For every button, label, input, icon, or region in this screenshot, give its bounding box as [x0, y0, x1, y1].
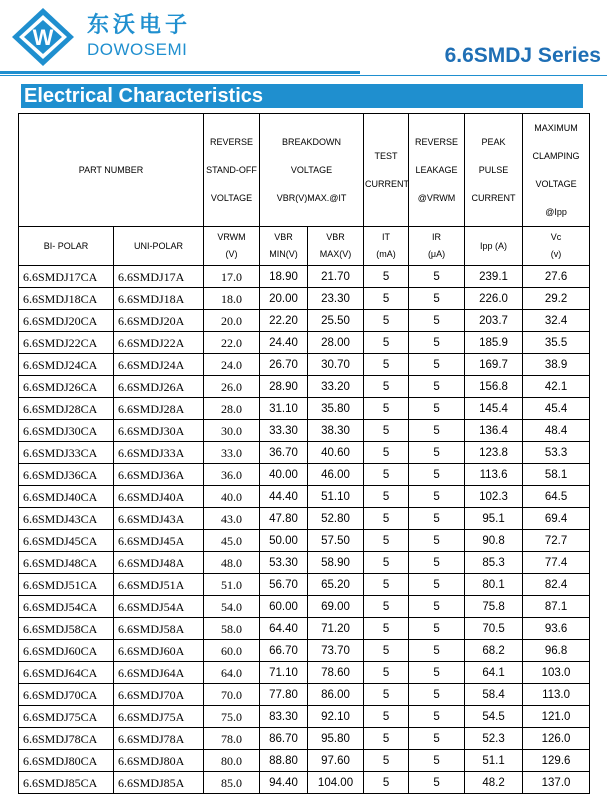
ipp-value: 169.7	[465, 354, 523, 376]
vbr-max-value: 46.00	[308, 464, 364, 486]
it-value: 5	[364, 596, 409, 618]
vc-value: 121.0	[523, 706, 590, 728]
table-row	[19, 530, 590, 552]
vbr-max-value: 52.80	[308, 508, 364, 530]
ir-value: 5	[409, 486, 465, 508]
header-peak-pulse-current: PEAK PULSE CURRENT	[465, 114, 523, 227]
bi-polar-part: 6.6SMDJ48CA	[19, 552, 114, 574]
uni-polar-part: 6.6SMDJ33A	[114, 442, 204, 464]
it-value: 5	[364, 354, 409, 376]
vbr-max-value: 69.00	[308, 596, 364, 618]
bi-polar-part: 6.6SMDJ60CA	[19, 640, 114, 662]
ir-value: 5	[409, 684, 465, 706]
table-row	[19, 706, 590, 728]
it-value: 5	[364, 442, 409, 464]
ipp-value: 54.5	[465, 706, 523, 728]
vrwm-value: 28.0	[204, 398, 260, 420]
it-value: 5	[364, 706, 409, 728]
uni-polar-part: 6.6SMDJ48A	[114, 552, 204, 574]
bi-polar-part: 6.6SMDJ75CA	[19, 706, 114, 728]
bi-polar-part: 6.6SMDJ78CA	[19, 728, 114, 750]
vrwm-value: 64.0	[204, 662, 260, 684]
section-title: Electrical Characteristics	[21, 84, 583, 108]
table-row	[19, 420, 590, 442]
bi-polar-part: 6.6SMDJ43CA	[19, 508, 114, 530]
vbr-min-value: 83.30	[260, 706, 308, 728]
vc-value: 64.5	[523, 486, 590, 508]
vbr-min-value: 36.70	[260, 442, 308, 464]
uni-polar-part: 6.6SMDJ78A	[114, 728, 204, 750]
header-divider-thin	[0, 75, 607, 76]
vbr-max-value: 28.00	[308, 332, 364, 354]
table-row	[19, 684, 590, 706]
vc-value: 29.2	[523, 288, 590, 310]
ipp-value: 185.9	[465, 332, 523, 354]
it-value: 5	[364, 266, 409, 288]
vrwm-value: 60.0	[204, 640, 260, 662]
vc-value: 35.5	[523, 332, 590, 354]
ipp-value: 85.3	[465, 552, 523, 574]
it-value: 5	[364, 662, 409, 684]
table-row	[19, 662, 590, 684]
uni-polar-part: 6.6SMDJ28A	[114, 398, 204, 420]
header-test-current: TEST CURRENT	[364, 114, 409, 227]
ipp-value: 90.8	[465, 530, 523, 552]
bi-polar-part: 6.6SMDJ26CA	[19, 376, 114, 398]
vc-value: 103.0	[523, 662, 590, 684]
ipp-value: 58.4	[465, 684, 523, 706]
bi-polar-part: 6.6SMDJ58CA	[19, 618, 114, 640]
ir-value: 5	[409, 266, 465, 288]
bi-polar-part: 6.6SMDJ30CA	[19, 420, 114, 442]
vbr-max-value: 78.60	[308, 662, 364, 684]
table-row	[19, 288, 590, 310]
vrwm-value: 58.0	[204, 618, 260, 640]
header-reverse-standoff: REVERSE STAND-OFF VOLTAGE	[204, 114, 260, 227]
ir-value: 5	[409, 530, 465, 552]
vbr-min-value: 56.70	[260, 574, 308, 596]
it-value: 5	[364, 552, 409, 574]
it-value: 5	[364, 530, 409, 552]
it-value: 5	[364, 772, 409, 794]
vbr-min-value: 60.00	[260, 596, 308, 618]
ipp-value: 95.1	[465, 508, 523, 530]
ipp-value: 51.1	[465, 750, 523, 772]
vbr-min-value: 94.40	[260, 772, 308, 794]
vbr-min-value: 64.40	[260, 618, 308, 640]
vbr-max-value: 65.20	[308, 574, 364, 596]
vrwm-value: 43.0	[204, 508, 260, 530]
vrwm-value: 18.0	[204, 288, 260, 310]
ir-value: 5	[409, 728, 465, 750]
table-row	[19, 310, 590, 332]
it-value: 5	[364, 486, 409, 508]
vc-value: 87.1	[523, 596, 590, 618]
vrwm-value: 17.0	[204, 266, 260, 288]
header-uni-polar: UNI-POLAR	[114, 227, 204, 266]
table-row	[19, 750, 590, 772]
series-title: 6.6SMDJ Series	[444, 44, 601, 67]
uni-polar-part: 6.6SMDJ45A	[114, 530, 204, 552]
table-row	[19, 508, 590, 530]
it-value: 5	[364, 728, 409, 750]
ir-value: 5	[409, 464, 465, 486]
table-row	[19, 332, 590, 354]
ipp-value: 48.2	[465, 772, 523, 794]
vrwm-value: 80.0	[204, 750, 260, 772]
it-value: 5	[364, 420, 409, 442]
uni-polar-part: 6.6SMDJ18A	[114, 288, 204, 310]
bi-polar-part: 6.6SMDJ45CA	[19, 530, 114, 552]
vc-value: 126.0	[523, 728, 590, 750]
uni-polar-part: 6.6SMDJ54A	[114, 596, 204, 618]
uni-polar-part: 6.6SMDJ80A	[114, 750, 204, 772]
bi-polar-part: 6.6SMDJ20CA	[19, 310, 114, 332]
vbr-max-value: 73.70	[308, 640, 364, 662]
table-row	[19, 442, 590, 464]
vbr-max-value: 58.90	[308, 552, 364, 574]
vbr-min-value: 53.30	[260, 552, 308, 574]
ir-value: 5	[409, 398, 465, 420]
ipp-value: 52.3	[465, 728, 523, 750]
uni-polar-part: 6.6SMDJ60A	[114, 640, 204, 662]
vbr-min-value: 77.80	[260, 684, 308, 706]
vc-value: 93.6	[523, 618, 590, 640]
table-row	[19, 398, 590, 420]
it-value: 5	[364, 332, 409, 354]
vbr-max-value: 51.10	[308, 486, 364, 508]
bi-polar-part: 6.6SMDJ24CA	[19, 354, 114, 376]
vbr-min-value: 47.80	[260, 508, 308, 530]
vc-value: 42.1	[523, 376, 590, 398]
ipp-value: 123.8	[465, 442, 523, 464]
vc-value: 53.3	[523, 442, 590, 464]
ir-value: 5	[409, 420, 465, 442]
header-vrwm: VRWM (V)	[204, 227, 260, 266]
bi-polar-part: 6.6SMDJ18CA	[19, 288, 114, 310]
ir-value: 5	[409, 574, 465, 596]
it-value: 5	[364, 310, 409, 332]
ir-value: 5	[409, 442, 465, 464]
electrical-characteristics-table	[18, 113, 590, 794]
table-row	[19, 486, 590, 508]
ir-value: 5	[409, 332, 465, 354]
header-vc: Vc (v)	[523, 227, 590, 266]
vbr-max-value: 35.80	[308, 398, 364, 420]
vbr-max-value: 33.20	[308, 376, 364, 398]
vbr-max-value: 38.30	[308, 420, 364, 442]
vrwm-value: 24.0	[204, 354, 260, 376]
vc-value: 129.6	[523, 750, 590, 772]
ipp-value: 75.8	[465, 596, 523, 618]
vbr-max-value: 86.00	[308, 684, 364, 706]
vrwm-value: 48.0	[204, 552, 260, 574]
uni-polar-part: 6.6SMDJ75A	[114, 706, 204, 728]
vc-value: 45.4	[523, 398, 590, 420]
header-reverse-leakage: REVERSE LEAKAGE @VRWM	[409, 114, 465, 227]
ipp-value: 70.5	[465, 618, 523, 640]
table-row	[19, 618, 590, 640]
vbr-max-value: 97.60	[308, 750, 364, 772]
vc-value: 77.4	[523, 552, 590, 574]
header-vbr-min: VBR MIN(V)	[260, 227, 308, 266]
ir-value: 5	[409, 618, 465, 640]
vrwm-value: 75.0	[204, 706, 260, 728]
ir-value: 5	[409, 354, 465, 376]
table-row	[19, 552, 590, 574]
bi-polar-part: 6.6SMDJ80CA	[19, 750, 114, 772]
header-part-number: PART NUMBER	[19, 114, 204, 227]
uni-polar-part: 6.6SMDJ36A	[114, 464, 204, 486]
vbr-min-value: 50.00	[260, 530, 308, 552]
uni-polar-part: 6.6SMDJ85A	[114, 772, 204, 794]
vbr-min-value: 66.70	[260, 640, 308, 662]
table-row	[19, 464, 590, 486]
bi-polar-part: 6.6SMDJ28CA	[19, 398, 114, 420]
vbr-max-value: 21.70	[308, 266, 364, 288]
vbr-min-value: 26.70	[260, 354, 308, 376]
ipp-value: 80.1	[465, 574, 523, 596]
table-row	[19, 728, 590, 750]
it-value: 5	[364, 684, 409, 706]
vbr-min-value: 31.10	[260, 398, 308, 420]
vbr-min-value: 24.40	[260, 332, 308, 354]
bi-polar-part: 6.6SMDJ22CA	[19, 332, 114, 354]
vbr-max-value: 40.60	[308, 442, 364, 464]
ir-value: 5	[409, 508, 465, 530]
vc-value: 38.9	[523, 354, 590, 376]
vbr-min-value: 20.00	[260, 288, 308, 310]
it-value: 5	[364, 574, 409, 596]
it-value: 5	[364, 288, 409, 310]
vc-value: 69.4	[523, 508, 590, 530]
it-value: 5	[364, 508, 409, 530]
bi-polar-part: 6.6SMDJ51CA	[19, 574, 114, 596]
header-max-clamping-voltage: MAXIMUM CLAMPING VOLTAGE @Ipp	[523, 114, 590, 227]
ir-value: 5	[409, 376, 465, 398]
vrwm-value: 40.0	[204, 486, 260, 508]
ipp-value: 136.4	[465, 420, 523, 442]
table-row	[19, 266, 590, 288]
bi-polar-part: 6.6SMDJ70CA	[19, 684, 114, 706]
table-row	[19, 772, 590, 794]
ipp-value: 68.2	[465, 640, 523, 662]
table-row	[19, 574, 590, 596]
uni-polar-part: 6.6SMDJ26A	[114, 376, 204, 398]
uni-polar-part: 6.6SMDJ30A	[114, 420, 204, 442]
it-value: 5	[364, 464, 409, 486]
vc-value: 27.6	[523, 266, 590, 288]
bi-polar-part: 6.6SMDJ54CA	[19, 596, 114, 618]
vrwm-value: 51.0	[204, 574, 260, 596]
table-row	[19, 376, 590, 398]
header-ir: IR (μA)	[409, 227, 465, 266]
vc-value: 96.8	[523, 640, 590, 662]
ipp-value: 226.0	[465, 288, 523, 310]
ir-value: 5	[409, 288, 465, 310]
brand-name-english: DOWOSEMI	[87, 40, 188, 59]
vbr-max-value: 57.50	[308, 530, 364, 552]
vbr-max-value: 92.10	[308, 706, 364, 728]
ipp-value: 145.4	[465, 398, 523, 420]
vrwm-value: 85.0	[204, 772, 260, 794]
vbr-max-value: 25.50	[308, 310, 364, 332]
header-vbr-max: VBR MAX(V)	[308, 227, 364, 266]
bi-polar-part: 6.6SMDJ85CA	[19, 772, 114, 794]
vbr-min-value: 88.80	[260, 750, 308, 772]
vc-value: 58.1	[523, 464, 590, 486]
ir-value: 5	[409, 596, 465, 618]
table-header-row-1	[19, 114, 590, 227]
ir-value: 5	[409, 640, 465, 662]
vbr-min-value: 40.00	[260, 464, 308, 486]
ipp-value: 113.6	[465, 464, 523, 486]
vc-value: 72.7	[523, 530, 590, 552]
vbr-max-value: 95.80	[308, 728, 364, 750]
it-value: 5	[364, 640, 409, 662]
ir-value: 5	[409, 310, 465, 332]
vbr-min-value: 71.10	[260, 662, 308, 684]
header-divider	[0, 71, 360, 74]
table-header-row-2	[19, 227, 590, 266]
uni-polar-part: 6.6SMDJ24A	[114, 354, 204, 376]
vrwm-value: 30.0	[204, 420, 260, 442]
ir-value: 5	[409, 772, 465, 794]
ipp-value: 102.3	[465, 486, 523, 508]
ipp-value: 64.1	[465, 662, 523, 684]
page-header	[0, 0, 607, 80]
uni-polar-part: 6.6SMDJ58A	[114, 618, 204, 640]
bi-polar-part: 6.6SMDJ64CA	[19, 662, 114, 684]
uni-polar-part: 6.6SMDJ43A	[114, 508, 204, 530]
uni-polar-part: 6.6SMDJ17A	[114, 266, 204, 288]
vrwm-value: 22.0	[204, 332, 260, 354]
vbr-min-value: 28.90	[260, 376, 308, 398]
uni-polar-part: 6.6SMDJ64A	[114, 662, 204, 684]
vbr-min-value: 86.70	[260, 728, 308, 750]
vrwm-value: 78.0	[204, 728, 260, 750]
vc-value: 113.0	[523, 684, 590, 706]
ipp-value: 239.1	[465, 266, 523, 288]
svg-text:W: W	[32, 25, 54, 50]
bi-polar-part: 6.6SMDJ17CA	[19, 266, 114, 288]
header-bi-polar: BI- POLAR	[19, 227, 114, 266]
vrwm-value: 20.0	[204, 310, 260, 332]
ir-value: 5	[409, 662, 465, 684]
uni-polar-part: 6.6SMDJ22A	[114, 332, 204, 354]
vbr-max-value: 71.20	[308, 618, 364, 640]
vrwm-value: 54.0	[204, 596, 260, 618]
vbr-max-value: 30.70	[308, 354, 364, 376]
vbr-min-value: 18.90	[260, 266, 308, 288]
it-value: 5	[364, 618, 409, 640]
uni-polar-part: 6.6SMDJ51A	[114, 574, 204, 596]
vbr-max-value: 23.30	[308, 288, 364, 310]
table-body	[19, 266, 590, 794]
vrwm-value: 45.0	[204, 530, 260, 552]
uni-polar-part: 6.6SMDJ40A	[114, 486, 204, 508]
bi-polar-part: 6.6SMDJ33CA	[19, 442, 114, 464]
ir-value: 5	[409, 750, 465, 772]
it-value: 5	[364, 750, 409, 772]
vbr-max-value: 104.00	[308, 772, 364, 794]
vc-value: 48.4	[523, 420, 590, 442]
it-value: 5	[364, 376, 409, 398]
vrwm-value: 70.0	[204, 684, 260, 706]
vrwm-value: 26.0	[204, 376, 260, 398]
dowosemi-logo-icon	[10, 6, 76, 68]
it-value: 5	[364, 398, 409, 420]
ir-value: 5	[409, 706, 465, 728]
table-row	[19, 640, 590, 662]
vrwm-value: 33.0	[204, 442, 260, 464]
ipp-value: 156.8	[465, 376, 523, 398]
ir-value: 5	[409, 552, 465, 574]
bi-polar-part: 6.6SMDJ40CA	[19, 486, 114, 508]
ipp-value: 203.7	[465, 310, 523, 332]
uni-polar-part: 6.6SMDJ20A	[114, 310, 204, 332]
vbr-min-value: 44.40	[260, 486, 308, 508]
vrwm-value: 36.0	[204, 464, 260, 486]
brand-name-chinese: 东沃电子	[87, 12, 192, 38]
vc-value: 82.4	[523, 574, 590, 596]
table-row	[19, 596, 590, 618]
vbr-min-value: 22.20	[260, 310, 308, 332]
header-breakdown-voltage: BREAKDOWN VOLTAGE VBR(V)MAX.@IT	[260, 114, 364, 227]
bi-polar-part: 6.6SMDJ36CA	[19, 464, 114, 486]
vbr-min-value: 33.30	[260, 420, 308, 442]
header-it: IT (mA)	[364, 227, 409, 266]
vc-value: 137.0	[523, 772, 590, 794]
vc-value: 32.4	[523, 310, 590, 332]
uni-polar-part: 6.6SMDJ70A	[114, 684, 204, 706]
header-ipp: Ipp (A)	[465, 227, 523, 266]
table-row	[19, 354, 590, 376]
